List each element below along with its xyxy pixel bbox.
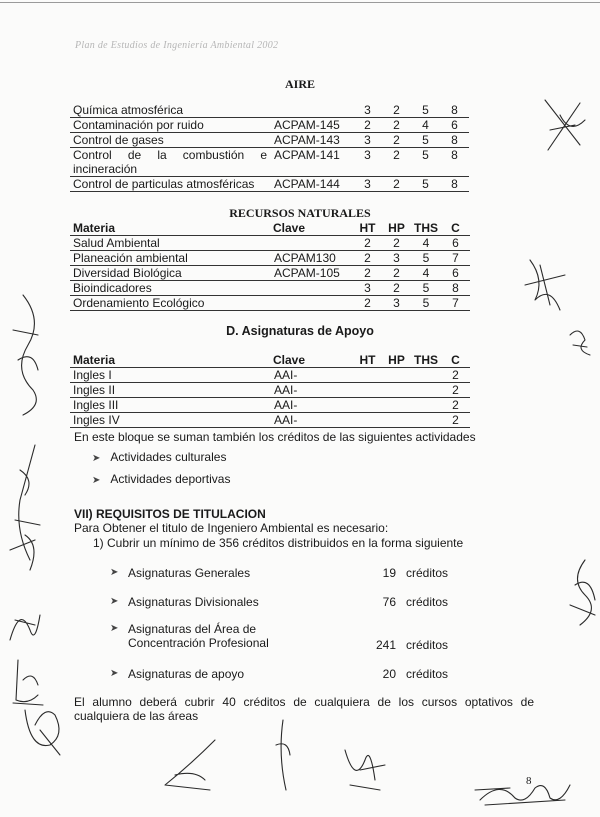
cell-hp: 2 <box>382 103 411 118</box>
cell-clave: ACPAM-105 <box>270 266 353 281</box>
cell-materia: Contaminación por ruido <box>70 118 270 133</box>
cell-ht <box>353 368 382 383</box>
signature-right-3 <box>565 555 600 635</box>
cell-c: 2 <box>441 368 470 383</box>
cell-c: 8 <box>440 177 469 192</box>
cell-ht: 3 <box>353 103 382 118</box>
signature-bottom-left-1 <box>20 700 70 760</box>
cell-clave: ACPAM-145 <box>270 118 353 133</box>
arrow-bullet-icon: ➤ <box>110 596 119 607</box>
col-ths: THS <box>411 353 441 368</box>
cell-ht <box>353 383 382 398</box>
cell-materia: Diversidad Biológica <box>70 266 270 281</box>
table-row <box>70 383 470 398</box>
table-row <box>70 148 469 177</box>
signature-bottom-1 <box>155 735 225 795</box>
cell-c: 8 <box>440 133 469 148</box>
col-materia: Materia <box>70 353 270 368</box>
arrow-bullet-icon: ➤ <box>110 668 119 679</box>
cell-materia: Química atmosférica <box>70 103 270 118</box>
aire-table <box>70 103 469 192</box>
cell-c: 6 <box>441 266 470 281</box>
col-ht: HT <box>353 221 382 236</box>
cell-ths: 5 <box>411 281 441 296</box>
top-rule <box>0 2 600 3</box>
table-row <box>70 103 469 118</box>
cell-c: 7 <box>441 251 470 266</box>
cell-c: 2 <box>441 383 470 398</box>
col-c: C <box>441 221 470 236</box>
cell-ths: 5 <box>411 148 440 177</box>
requirement-label: Asignaturas del Área de Concentración Profesional <box>128 622 269 650</box>
cell-ht: 3 <box>353 177 382 192</box>
cell-c: 2 <box>441 413 470 428</box>
cell-hp: 2 <box>382 177 411 192</box>
table-row <box>70 236 470 251</box>
col-materia: Materia <box>70 221 270 236</box>
requirement-unit: créditos <box>406 566 449 580</box>
recursos-table <box>70 221 470 311</box>
table-row <box>70 413 470 428</box>
cell-materia: Salud Ambiental <box>70 236 270 251</box>
arrow-bullet-icon: ➤ <box>92 475 101 486</box>
cell-hp: 2 <box>382 266 411 281</box>
cell-hp <box>382 413 411 428</box>
titulacion-closing: El alumno deberá cubrir 40 créditos de cualquiera de los cursos optativos de cualquiera de las áreas <box>74 695 534 723</box>
aire-title: AIRE <box>284 77 315 91</box>
cell-clave: AAI- <box>270 398 353 413</box>
cell-ths: 5 <box>411 296 441 311</box>
cell-materia: Ingles I <box>70 368 270 383</box>
cell-hp: 2 <box>382 148 411 177</box>
requirement-label: Asignaturas Divisionales <box>128 595 259 609</box>
cell-hp: 2 <box>382 118 411 133</box>
cell-c: 6 <box>441 236 470 251</box>
signature-right-1 <box>520 255 570 315</box>
cell-clave <box>270 281 353 296</box>
cell-hp: 2 <box>382 281 411 296</box>
cell-clave <box>270 236 353 251</box>
cell-c: 8 <box>440 148 469 177</box>
cell-ths: 4 <box>411 266 441 281</box>
activity-item <box>92 450 226 464</box>
table-row <box>70 368 470 383</box>
cell-materia: Planeación ambiental <box>70 251 270 266</box>
arrow-bullet-icon: ➤ <box>92 453 101 464</box>
cell-ht: 2 <box>353 296 382 311</box>
table-row <box>70 251 470 266</box>
col-clave: Clave <box>270 353 353 368</box>
signature-bottom-right <box>470 770 580 810</box>
cell-hp: 2 <box>382 236 411 251</box>
requirement-value: 20 <box>382 667 396 681</box>
col-hp: HP <box>382 221 411 236</box>
cell-ths: 5 <box>411 133 440 148</box>
cell-materia: Ingles III <box>70 398 270 413</box>
cell-ht <box>353 413 382 428</box>
cell-c: 6 <box>440 118 469 133</box>
cell-hp <box>382 383 411 398</box>
cell-ths: 5 <box>411 251 441 266</box>
requirement-label: Asignaturas Generales <box>128 566 251 580</box>
cell-clave: AAI- <box>270 383 353 398</box>
signature-left-3 <box>5 600 45 650</box>
arrow-bullet-icon: ➤ <box>110 567 119 578</box>
requirement-unit: créditos <box>406 638 449 652</box>
titulacion-heading: VII) REQUISITOS DE TITULACION <box>74 507 266 521</box>
cell-hp <box>382 398 411 413</box>
titulacion-item-1: 1) Cubrir un mínimo de 356 créditos distribuidos en la forma siguiente <box>93 536 464 550</box>
cell-ht: 2 <box>353 236 382 251</box>
apoyo-header-row <box>70 353 470 368</box>
cell-materia: Control de particulas atmosféricas <box>70 177 270 192</box>
cell-clave: ACPAM-143 <box>270 133 353 148</box>
cell-c: 8 <box>441 281 470 296</box>
col-clave: Clave <box>270 221 353 236</box>
requirement-value: 76 <box>382 595 396 609</box>
cell-materia: Ingles II <box>70 383 270 398</box>
cell-c: 7 <box>441 296 470 311</box>
requirement-value: 19 <box>382 566 396 580</box>
table-row <box>70 296 470 311</box>
cell-materia: Ordenamiento Ecológico <box>70 296 270 311</box>
cell-ths <box>411 413 441 428</box>
cell-clave <box>270 103 353 118</box>
cell-c: 2 <box>441 398 470 413</box>
cell-clave: ACPAM-141 <box>270 148 353 177</box>
col-hp: HP <box>382 353 411 368</box>
col-ths: THS <box>411 221 441 236</box>
table-row <box>70 281 470 296</box>
titulacion-intro: Para Obtener el titulo de Ingeniero Ambiental es necesario: <box>74 521 389 535</box>
signature-left-1 <box>3 290 48 420</box>
cell-hp: 2 <box>382 133 411 148</box>
table-row <box>70 266 470 281</box>
requirement-label: Asignaturas de apoyo <box>128 667 245 681</box>
cell-ht: 2 <box>353 251 382 266</box>
table-row <box>70 133 469 148</box>
cell-ths <box>411 368 441 383</box>
cell-clave: AAI- <box>270 413 353 428</box>
activity-label: Actividades deportivas <box>110 472 231 486</box>
cell-materia: Bioindicadores <box>70 281 270 296</box>
requirement-value: 241 <box>375 638 396 652</box>
cell-ht: 3 <box>353 281 382 296</box>
cell-clave: ACPAM130 <box>270 251 353 266</box>
col-ht: HT <box>353 353 382 368</box>
cell-clave: ACPAM-144 <box>270 177 353 192</box>
table-row <box>70 177 469 192</box>
apoyo-note: En este bloque se suman también los créditos de las siguientes actividades <box>74 430 476 444</box>
cell-hp <box>382 368 411 383</box>
requirement-unit: créditos <box>406 667 449 681</box>
cell-hp: 3 <box>382 251 411 266</box>
signature-right-2 <box>565 325 595 365</box>
arrow-bullet-icon: ➤ <box>110 623 119 634</box>
cell-materia: Ingles IV <box>70 413 270 428</box>
cell-clave <box>270 296 353 311</box>
cell-materia: Control de gases <box>70 133 270 148</box>
cell-ths: 5 <box>411 177 440 192</box>
cell-ht: 2 <box>353 118 382 133</box>
cell-ht: 3 <box>353 133 382 148</box>
recursos-title: RECURSOS NATURALES <box>229 206 371 220</box>
cell-c: 8 <box>440 103 469 118</box>
recursos-header-row <box>70 221 470 236</box>
table-row <box>70 118 469 133</box>
cell-ths <box>411 383 441 398</box>
requirement-unit: créditos <box>406 595 449 609</box>
cell-materia: Control de la combustión e incineración <box>70 148 270 177</box>
signature-bottom-3 <box>340 740 390 795</box>
signature-bottom-2 <box>268 715 298 795</box>
table-row <box>70 398 470 413</box>
cell-ht <box>353 398 382 413</box>
apoyo-table <box>70 353 470 428</box>
cell-ht: 2 <box>353 266 382 281</box>
cell-ths: 5 <box>411 103 440 118</box>
activity-label: Actividades culturales <box>110 450 227 464</box>
cell-clave: AAI- <box>270 368 353 383</box>
signature-top-right <box>540 95 590 155</box>
cell-ths: 4 <box>411 236 441 251</box>
signature-left-2 <box>5 440 50 580</box>
cell-ths <box>411 398 441 413</box>
running-header: Plan de Estudios de Ingeniería Ambiental 2002 <box>75 40 279 51</box>
col-c: C <box>441 353 470 368</box>
cell-ths: 4 <box>411 118 440 133</box>
cell-hp: 3 <box>382 296 411 311</box>
apoyo-title: D. Asignaturas de Apoyo <box>226 324 374 338</box>
cell-ht: 3 <box>353 148 382 177</box>
activity-item <box>92 472 230 486</box>
page-number: 8 <box>526 775 532 787</box>
